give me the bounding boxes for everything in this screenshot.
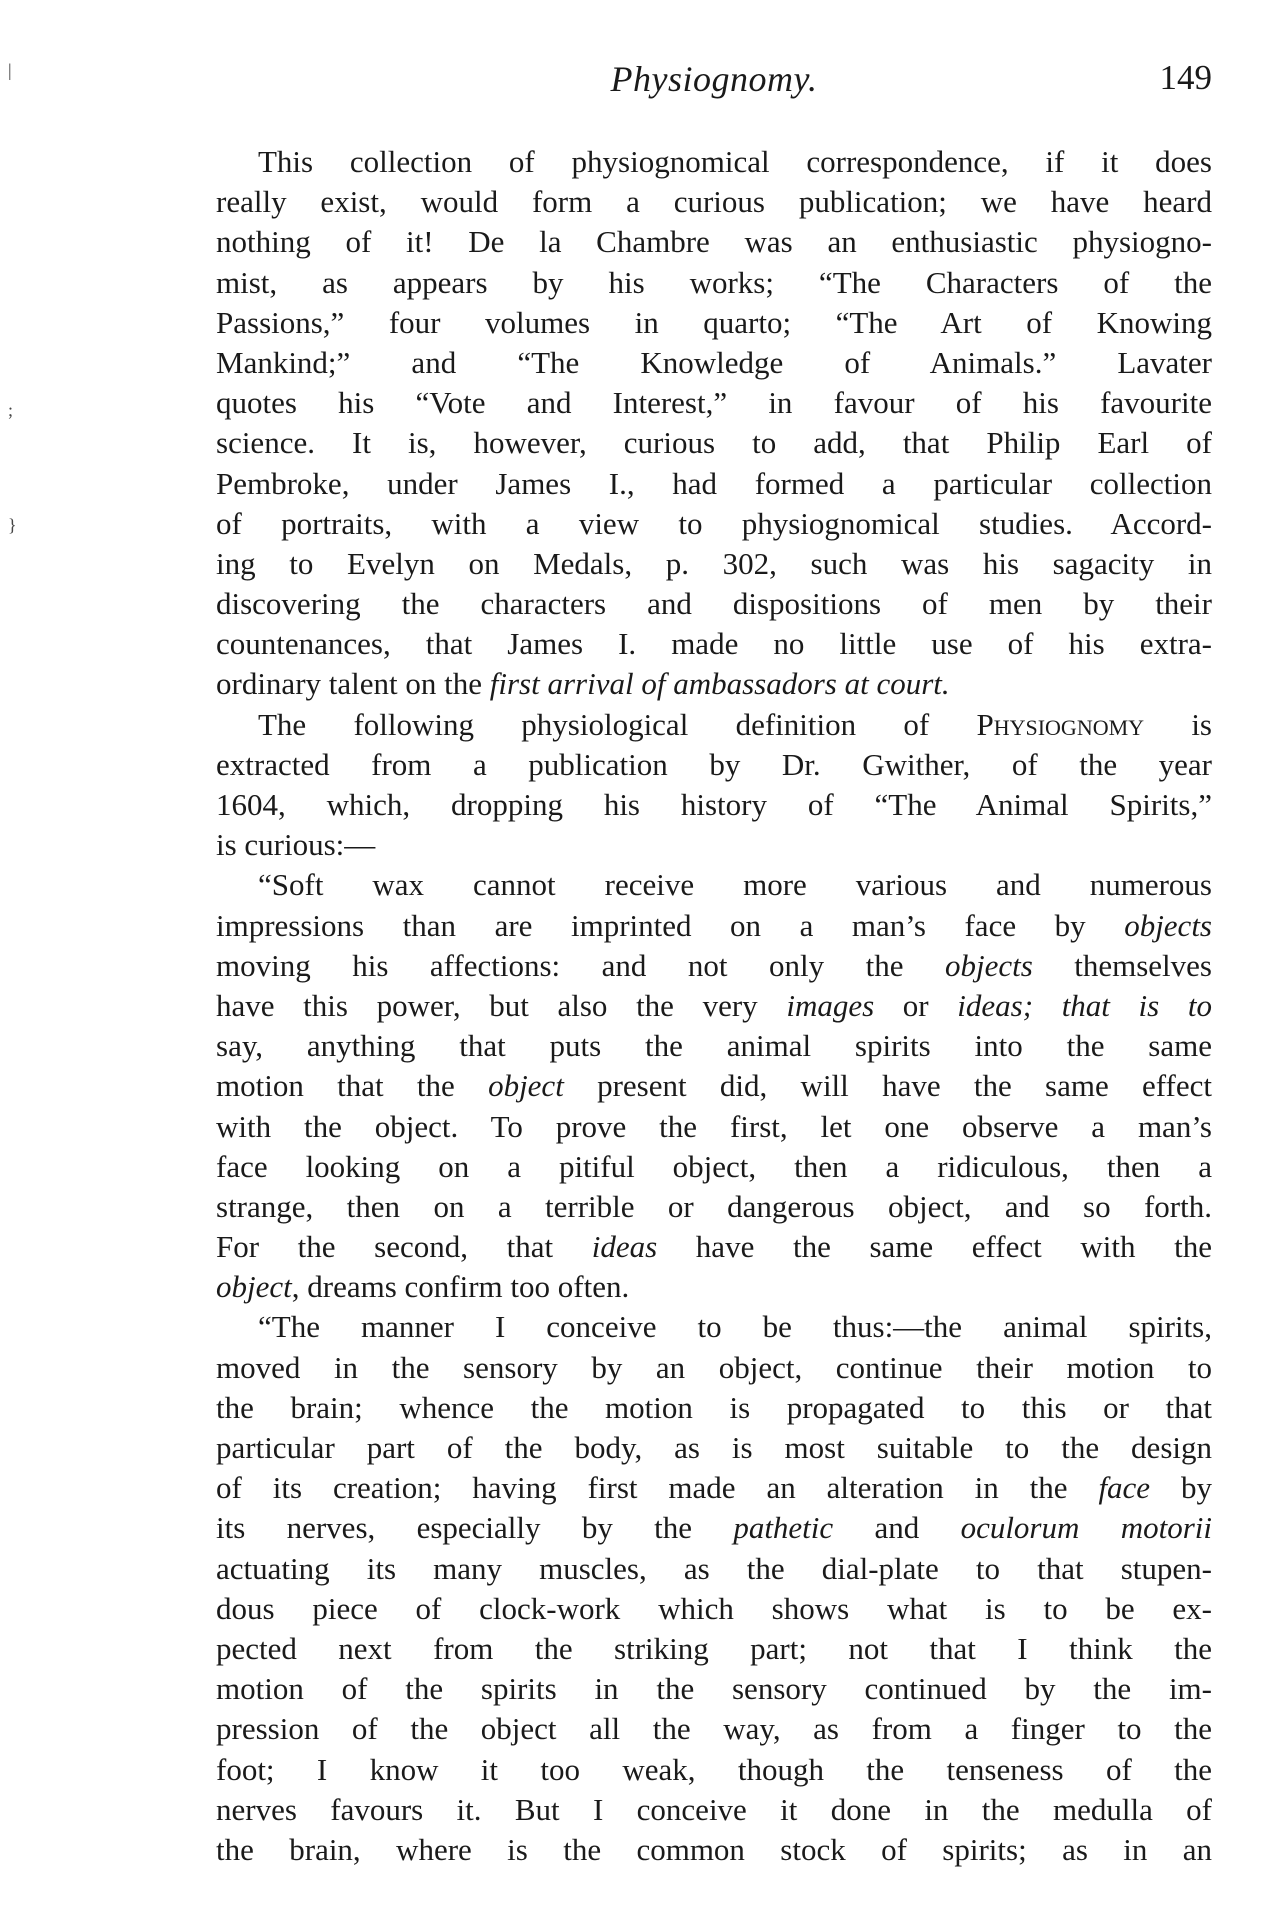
text-line [216, 1227, 1212, 1267]
text-segment: mist, as appears by his works; “The Characters of the [216, 264, 1212, 300]
text-line [216, 1066, 1212, 1106]
text-segment: moved in the sensory by an object, continue their motion to [216, 1349, 1212, 1385]
text-line [216, 263, 1212, 303]
text-segment: have the same effect with the [657, 1229, 1212, 1265]
margin-mark: ; [8, 400, 14, 420]
text-segment: ing to Evelyn on Medals, p. 302, such was his sagacity in [216, 545, 1212, 581]
text-line [216, 664, 1212, 704]
text-segment: of its creation; having first made an alteration in the [216, 1470, 1099, 1506]
text-line [216, 303, 1212, 343]
italic-text: first arrival of ambassadors at court. [489, 666, 950, 702]
text-segment: countenances, that James I. made no little use of his extra- [216, 626, 1212, 662]
text-line [216, 1669, 1212, 1709]
text-segment: quotes his “Vote and Interest,” in favour of his favourite [216, 385, 1212, 421]
text-segment: 1604, which, dropping his history of “The Animal Spirits,” [216, 787, 1212, 822]
text-line [216, 825, 1212, 865]
text-line [216, 1428, 1212, 1468]
text-segment: the brain; whence the motion is propagated to this or that [216, 1389, 1212, 1425]
text-line [216, 1629, 1212, 1669]
text-line [216, 624, 1212, 664]
text-segment: For the second, that [216, 1229, 592, 1265]
text-line [216, 986, 1212, 1026]
text-line [216, 182, 1212, 222]
italic-text: images [786, 987, 875, 1023]
text-segment: Pembroke, under James I., had formed a particular collection [216, 465, 1212, 501]
text-segment: particular part of the body, as is most suitable to the design [216, 1430, 1212, 1465]
text-line [216, 1830, 1212, 1870]
text-line [216, 383, 1212, 423]
text-segment: is [1144, 706, 1212, 742]
text-segment: the brain, where is the common stock of spirits; as in an [216, 1831, 1212, 1867]
text-line [216, 1348, 1212, 1388]
text-line [216, 222, 1212, 262]
text-segment: motion of the spirits in the sensory continued by the im- [216, 1671, 1212, 1707]
body-text [216, 142, 1212, 1870]
italic-text: object [488, 1068, 564, 1104]
text-line [216, 1147, 1212, 1187]
text-segment: dous piece of clock-work which shows what is to be ex- [216, 1590, 1212, 1626]
text-line [216, 1267, 1212, 1307]
text-line [216, 1388, 1212, 1428]
text-segment: The following physiological definition of [258, 706, 977, 742]
text-segment: “The manner I conceive to be thus:—the animal spirits, [258, 1309, 1212, 1345]
text-segment: by [1150, 1470, 1212, 1506]
text-segment: moving his affections: and not only the [216, 947, 945, 983]
text-line [216, 464, 1212, 504]
text-segment: foot; I know it too weak, though the tenseness of the [216, 1751, 1212, 1787]
text-line [216, 584, 1212, 624]
text-segment: nerves favours it. But I conceive it done in the medulla of [216, 1791, 1212, 1827]
italic-text: face [1098, 1470, 1151, 1506]
text-line [216, 1790, 1212, 1830]
text-line [216, 1549, 1212, 1589]
italic-text: object [216, 1269, 292, 1305]
text-line [216, 745, 1212, 785]
text-line [216, 1709, 1212, 1749]
text-segment: Mankind;” and “The Knowledge of Animals.” Lavater [216, 344, 1212, 380]
text-segment: extracted from a publication by Dr. Gwither, of the year [216, 746, 1212, 782]
text-segment: have this power, but also the very [216, 987, 787, 1023]
text-segment: and [833, 1510, 961, 1546]
italic-text: objects [1124, 907, 1212, 943]
italic-text: ideas [591, 1229, 658, 1265]
text-segment: , dreams confirm too often. [291, 1269, 630, 1305]
text-segment: really exist, would form a curious publication; we have heard [216, 184, 1212, 220]
text-line [216, 1307, 1212, 1347]
text-line [216, 1026, 1212, 1066]
text-line [216, 423, 1212, 463]
page-title: Physiognomy. [610, 59, 818, 99]
text-segment: motion that the [216, 1068, 489, 1104]
text-line [216, 1589, 1212, 1629]
text-segment: nothing of it! De la Chambre was an enthusiastic physiogno- [216, 224, 1212, 260]
italic-text: ideas; that is to [957, 987, 1212, 1023]
text-line [216, 343, 1212, 383]
text-line [216, 1107, 1212, 1147]
text-line [216, 946, 1212, 986]
text-segment: its nerves, especially by the [216, 1510, 734, 1546]
text-line [216, 906, 1212, 946]
text-segment: present did, will have the same effect [563, 1068, 1212, 1104]
text-line [216, 705, 1212, 745]
text-segment: pected next from the striking part; not that I think the [216, 1630, 1212, 1666]
margin-mark: | [8, 60, 12, 80]
text-segment: science. It is, however, curious to add, that Philip Earl of [216, 425, 1212, 461]
margin-mark: } [8, 515, 17, 535]
text-segment: actuating its many muscles, as the dial-plate to that stupen- [216, 1550, 1212, 1586]
text-line [216, 1468, 1212, 1508]
page-number: 149 [1159, 58, 1212, 97]
text-segment: is curious:— [216, 827, 376, 863]
text-segment: This collection of physiognomical correspondence, if it does [258, 144, 1212, 179]
text-segment: face looking on a pitiful object, then a ridiculous, then a [216, 1148, 1212, 1184]
text-line [216, 785, 1212, 825]
text-line [216, 1750, 1212, 1790]
text-segment: “Soft wax cannot receive more various and numerous [258, 867, 1212, 903]
text-line [216, 865, 1212, 905]
small-caps-text: Physiognomy [976, 706, 1145, 742]
text-line [216, 504, 1212, 544]
text-segment: pression of the object all the way, as from a finger to the [216, 1711, 1212, 1747]
text-segment: say, anything that puts the animal spirits into the same [216, 1028, 1212, 1064]
text-segment: impressions than are imprinted on a man’s face by [216, 907, 1125, 943]
running-head [216, 58, 1212, 118]
italic-text: pathetic [733, 1510, 834, 1546]
text-line [216, 1508, 1212, 1548]
text-segment: of portraits, with a view to physiognomical studies. Accord- [216, 505, 1212, 541]
text-line [216, 544, 1212, 584]
italic-text: objects [944, 947, 1033, 983]
text-segment: Passions,” four volumes in quarto; “The Art of Knowing [216, 304, 1212, 340]
text-segment: themselves [1032, 947, 1212, 983]
text-segment: or [874, 987, 958, 1023]
text-segment: ordinary talent on the [216, 666, 490, 702]
text-line [216, 142, 1212, 182]
text-segment: strange, then on a terrible or dangerous object, and so forth. [216, 1188, 1212, 1224]
italic-text: oculorum motorii [960, 1510, 1212, 1546]
text-segment: with the object. To prove the first, let one observe a man’s [216, 1108, 1212, 1144]
text-line [216, 1187, 1212, 1227]
text-segment: discovering the characters and dispositions of men by their [216, 586, 1212, 622]
